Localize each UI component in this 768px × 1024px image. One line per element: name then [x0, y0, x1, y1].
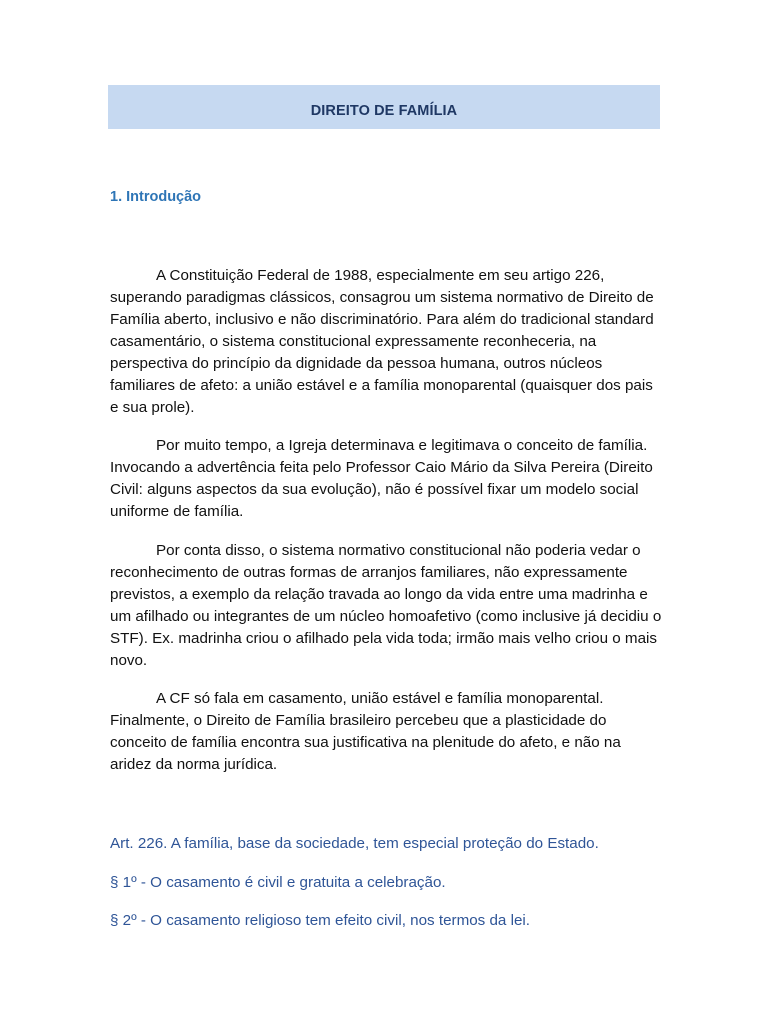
section-heading: 1. Introdução	[110, 189, 202, 205]
paragraph: A CF só fala em casamento, união estável e família monoparental. Finalmente, o Direito de Família brasileiro percebeu que a plasticidade do conceito de família encontra sua justificativa na plenitude do afeto, e não na aridez da norma jurídica.	[110, 690, 621, 773]
article-text: § 2º - O casamento religioso tem efeito civil, nos termos da lei.	[110, 912, 531, 929]
paragraph: A Constituição Federal de 1988, especialmente em seu artigo 226, superando paradigmas clássicos, consagrou um sistema normativo de Direito de Família aberto, inclusivo e não discriminatório. Para além do tradicional standard casamentário, o sistema constitucional expressamente reconheceria, na perspectiva do princípio da dignidade da pessoa humana, outros núcleos familiares de afeto: a união estável e a família monoparental (quaisquer dos pais e sua prole).	[110, 267, 654, 416]
paragraph: Por conta disso, o sistema normativo constitucional não poderia vedar o reconhecimento de outras formas de arranjos familiares, não expressamente previstos, a exemplo da relação travada ao longo da vida entre uma madrinha e um afilhado ou integrantes de um núcleo homoafetivo (como inclusive já decidiu o STF). Ex. madrinha criou o afilhado pela vida toda; irmão mais velho criou o mais novo.	[110, 542, 662, 669]
title-bar	[108, 85, 660, 129]
document-title: DIREITO DE FAMÍLIA	[310, 103, 458, 119]
article-text: § 1º - O casamento é civil e gratuita a celebração.	[110, 874, 446, 891]
article-text: Art. 226. A família, base da sociedade, tem especial proteção do Estado.	[110, 835, 599, 852]
paragraph: Por muito tempo, a Igreja determinava e legitimava o conceito de família. Invocando a advertência feita pelo Professor Caio Mário da Silva Pereira (Direito Civil: alguns aspectos da sua evolução), não é possível fixar um modelo social uniforme de família.	[110, 437, 653, 520]
